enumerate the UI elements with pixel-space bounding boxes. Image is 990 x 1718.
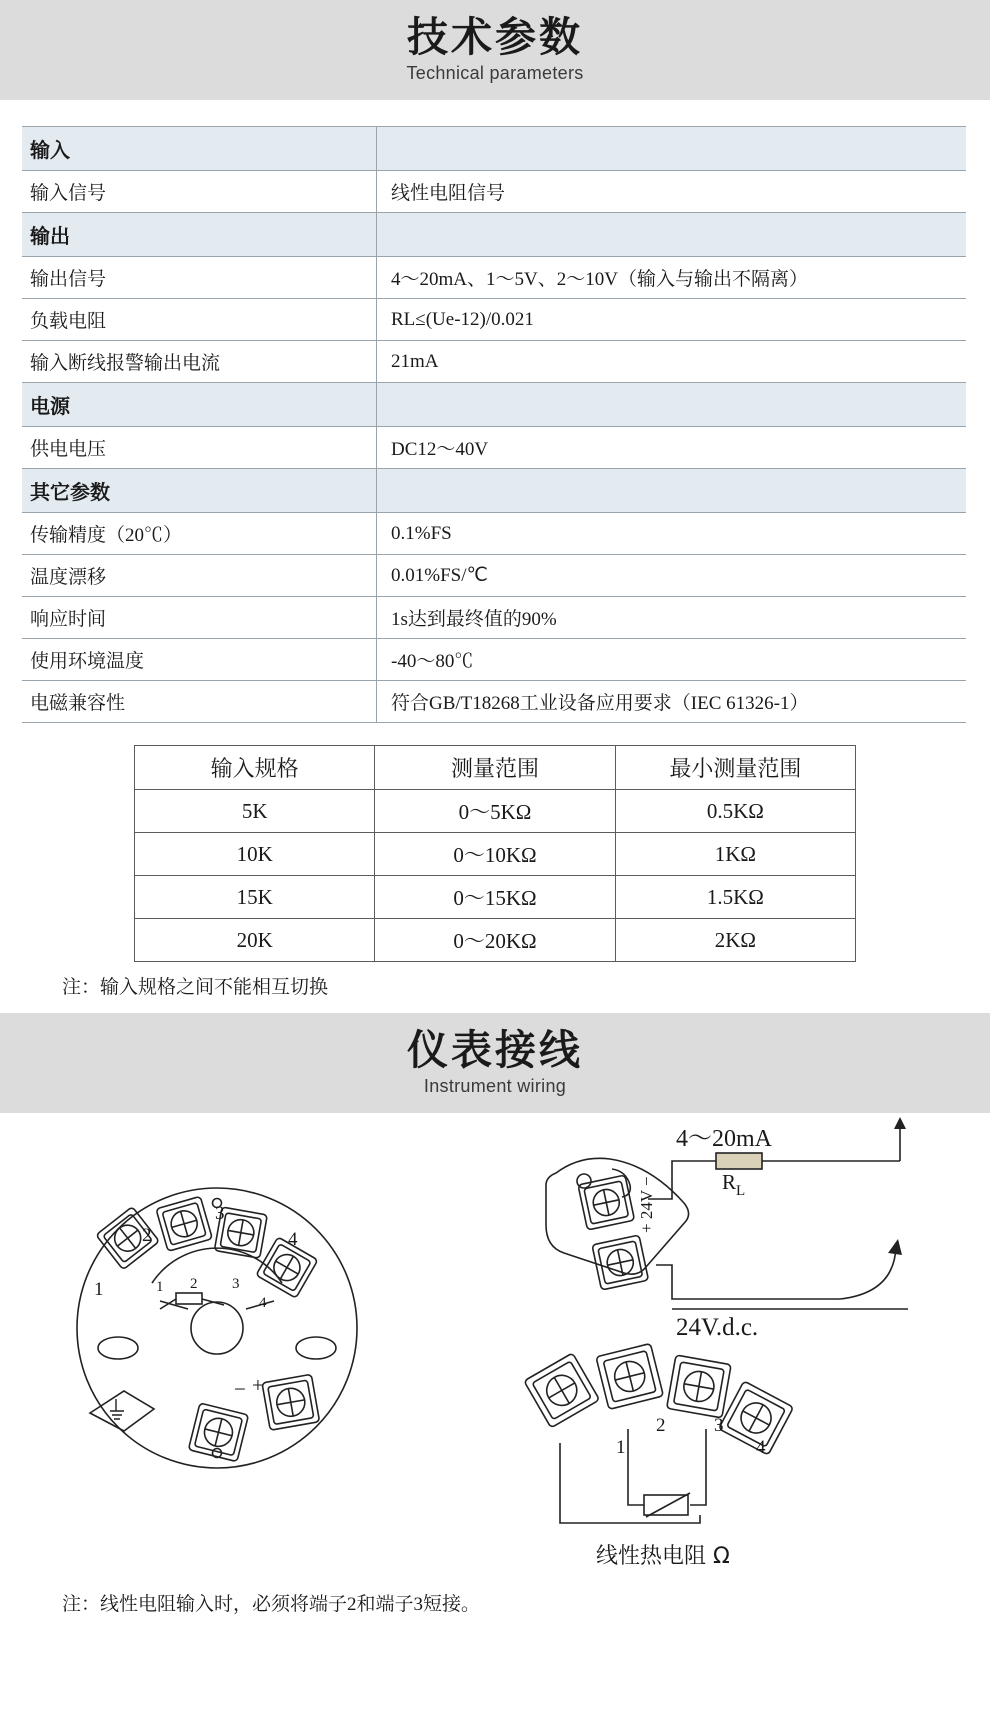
supply-label: 24V.d.c. <box>676 1314 759 1342</box>
spec-value: 线性电阻信号 <box>377 171 967 213</box>
terminal-label-2: 2 <box>142 1225 152 1247</box>
spec-label: 输出 <box>22 213 377 257</box>
section-title-cn: 技术参数 <box>407 13 583 61</box>
spec-value: -40～80℃ <box>377 639 967 681</box>
rtd-terminal-3: 3 <box>714 1415 724 1437</box>
range-cell: 15K <box>135 876 375 919</box>
spec-group-row <box>22 213 966 257</box>
range-row <box>135 790 856 833</box>
spec-value: 1s达到最终值的90% <box>377 597 967 639</box>
spec-row <box>22 597 966 639</box>
supply-side-label: + 24V − <box>637 1176 656 1234</box>
range-cell: 0～10KΩ <box>375 833 615 876</box>
spec-row <box>22 341 966 383</box>
spec-label: 响应时间 <box>22 597 377 639</box>
spec-row <box>22 639 966 681</box>
section-banner-technical <box>0 0 990 100</box>
section-title-en: Technical parameters <box>406 63 584 84</box>
section-title-cn-wiring: 仪表接线 <box>407 1026 583 1075</box>
spec-row <box>22 555 966 597</box>
inner-label-4: 4 <box>259 1295 267 1312</box>
spec-group-row <box>22 469 966 513</box>
load-resistor-label: R <box>722 1170 737 1195</box>
spec-row <box>22 427 966 469</box>
rtd-terminal-1: 1 <box>616 1437 626 1459</box>
range-row <box>135 919 856 962</box>
range-table-container <box>0 723 990 962</box>
spec-row <box>22 681 966 723</box>
terminal-screws <box>96 1197 320 1462</box>
spec-value: RL≤(Ue-12)/0.021 <box>377 299 967 341</box>
range-cell: 1KΩ <box>615 833 855 876</box>
spec-value: 0.01%FS/℃ <box>377 555 967 597</box>
spec-label: 供电电压 <box>22 427 377 469</box>
range-header: 输入规格 <box>135 746 375 790</box>
range-cell: 5K <box>135 790 375 833</box>
spec-label: 传输精度（20℃） <box>22 513 377 555</box>
terminal-label-4: 4 <box>288 1229 298 1251</box>
spec-label: 温度漂移 <box>22 555 377 597</box>
range-row <box>135 833 856 876</box>
spec-label: 输入断线报警输出电流 <box>22 341 377 383</box>
spec-row <box>22 257 966 299</box>
terminal-label-3: 3 <box>215 1203 225 1225</box>
range-cell: 0～15KΩ <box>375 876 615 919</box>
spec-value: DC12～40V <box>377 427 967 469</box>
spec-label: 其它参数 <box>22 469 377 513</box>
inner-label-2: 2 <box>190 1276 198 1293</box>
spec-value: 0.1%FS <box>377 513 967 555</box>
inner-sign-plus: + <box>252 1373 264 1398</box>
loop-current-label: 4～20mA <box>676 1126 772 1153</box>
range-cell: 1.5KΩ <box>615 876 855 919</box>
spec-value <box>377 213 967 257</box>
range-note: 注：输入规格之间不能相互切换 <box>62 977 329 999</box>
terminal-label-1: 1 <box>94 1279 104 1301</box>
rtd-terminal-4: 4 <box>756 1437 766 1459</box>
spec-value <box>377 127 967 171</box>
spec-label: 输出信号 <box>22 257 377 299</box>
range-cell: 2KΩ <box>615 919 855 962</box>
wiring-diagrams-svg <box>0 1113 990 1583</box>
range-row <box>135 876 856 919</box>
spec-row <box>22 299 966 341</box>
spec-table-container <box>0 100 990 723</box>
spec-label: 输入信号 <box>22 171 377 213</box>
section-banner-wiring <box>0 1013 990 1113</box>
range-header: 最小测量范围 <box>615 746 855 790</box>
rtd-terminal-2: 2 <box>656 1415 666 1437</box>
spec-label: 电源 <box>22 383 377 427</box>
spec-value <box>377 469 967 513</box>
spec-label: 负载电阻 <box>22 299 377 341</box>
spec-label: 电磁兼容性 <box>22 681 377 723</box>
rtd-label: 线性热电阻 Ω <box>596 1544 730 1570</box>
spec-label: 使用环境温度 <box>22 639 377 681</box>
spec-label: 输入 <box>22 127 377 171</box>
range-cell: 0～5KΩ <box>375 790 615 833</box>
load-resistor-sub: L <box>736 1183 746 1200</box>
bottom-note: 注：线性电阻输入时，必须将端子2和端子3短接。 <box>62 1594 481 1616</box>
range-table <box>134 745 856 962</box>
range-cell: 10K <box>135 833 375 876</box>
range-cell: 0～20KΩ <box>375 919 615 962</box>
spec-value: 21mA <box>377 341 967 383</box>
range-cell: 20K <box>135 919 375 962</box>
spec-value <box>377 383 967 427</box>
spec-row <box>22 513 966 555</box>
inner-sign-minus: − <box>234 1377 246 1402</box>
transmitter-top-view <box>77 1188 357 1468</box>
section-title-en-wiring: Instrument wiring <box>423 1076 567 1097</box>
spec-value: 符合GB/T18268工业设备应用要求（IEC 61326-1） <box>377 681 967 723</box>
inner-label-3: 3 <box>232 1276 240 1293</box>
wiring-diagram-area <box>0 1113 990 1583</box>
spec-group-row <box>22 127 966 171</box>
inner-label-1: 1 <box>156 1279 164 1296</box>
spec-table <box>22 126 966 723</box>
spec-group-row <box>22 383 966 427</box>
range-cell: 0.5KΩ <box>615 790 855 833</box>
spec-value: 4～20mA、1～5V、2～10V（输入与输出不隔离） <box>377 257 967 299</box>
spec-row <box>22 171 966 213</box>
range-header: 测量范围 <box>375 746 615 790</box>
